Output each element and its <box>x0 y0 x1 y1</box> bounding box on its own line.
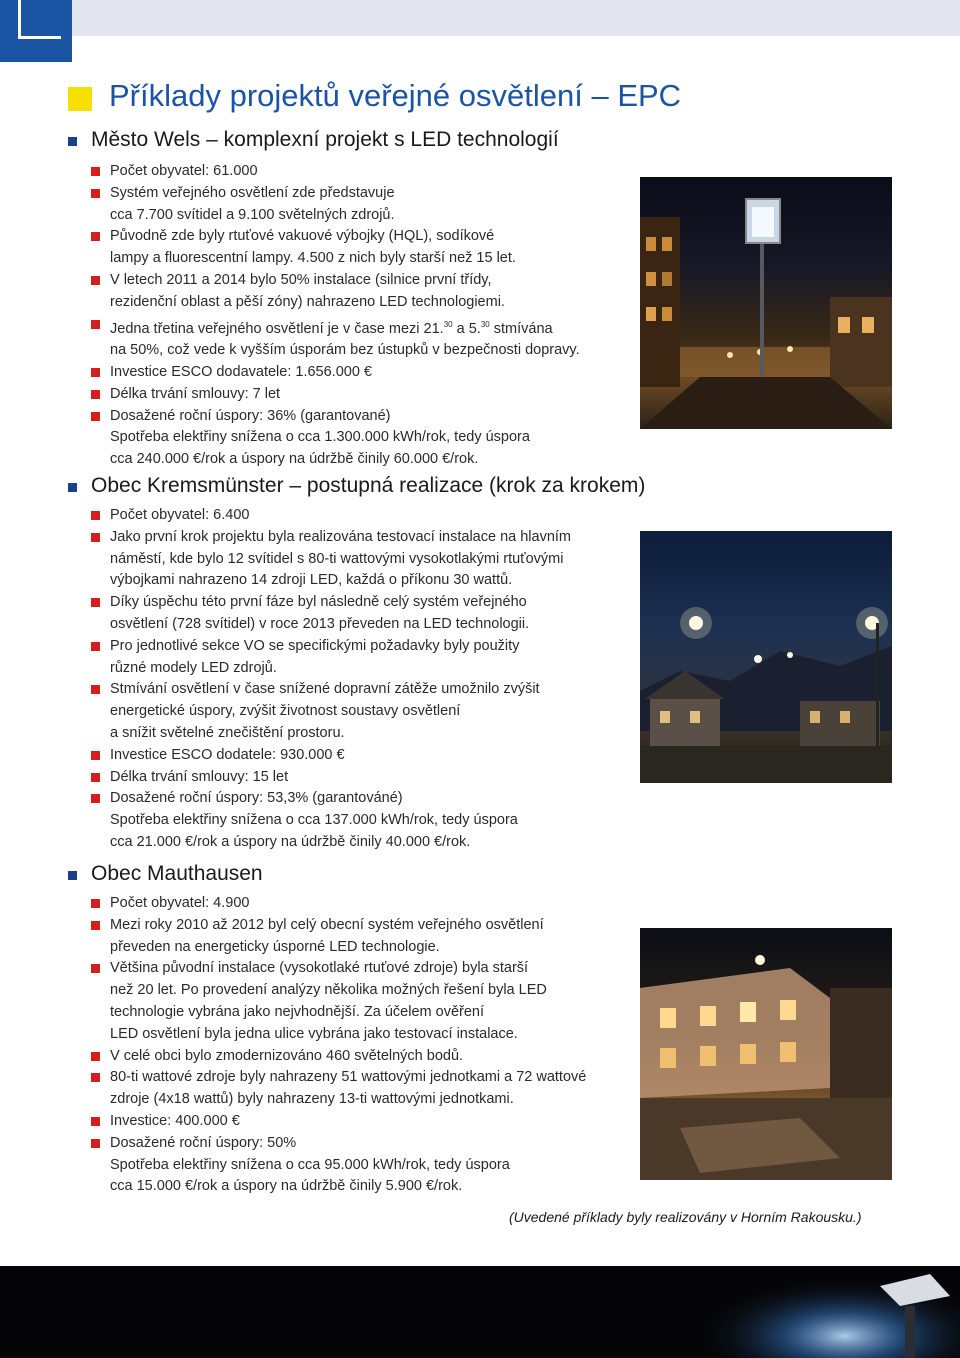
bullet-icon <box>91 276 100 285</box>
list-item: V celé obci bylo zmodernizováno 460 světelných bodů. <box>68 1046 586 1068</box>
bullet-icon <box>91 685 100 694</box>
bullet-icon <box>91 533 100 542</box>
list-item: Investice ESCO dodatele: 930.000 € <box>68 745 571 767</box>
bullet-icon <box>91 794 100 803</box>
bullet-icon <box>91 899 100 908</box>
photo-mauthausen-street <box>640 928 892 1180</box>
footer-band <box>0 1266 960 1358</box>
list-item: Dosažené roční úspory: 50% Spotřeba elektřiny snížena o cca 95.000 kWh/rok, tedy úspora cca 15.000 €/rok a úspory na údržbě činily 5.900 €/rok. <box>68 1133 586 1198</box>
bullet-icon <box>91 642 100 651</box>
list-item: Počet obyvatel: 6.400 <box>68 505 571 527</box>
footnote-caption: (Uvedené příklady byly realizovány v Horním Rakousku.) <box>509 1209 862 1225</box>
list-item: Pro jednotlivé sekce VO se specifickými požadavky byly použity různé modely LED zdrojů. <box>68 636 571 680</box>
bullet-icon <box>91 1117 100 1126</box>
page-title: Příklady projektů veřejné osvětlení – EPC <box>109 78 682 113</box>
list-item: Jedna třetina veřejného osvětlení je v čase mezi 21.30 a 5.30 stmívána na 50%, což vede k vyšším úsporám bez ústupků v bezpečnosti dopravy. <box>68 314 580 362</box>
bullet-icon <box>91 921 100 930</box>
section-kremsmunster <box>68 474 646 854</box>
list-item: Systém veřejného osvětlení zde představuje cca 7.700 svítidel a 9.100 světelných zdrojů. <box>68 183 580 227</box>
bullet-icon <box>91 412 100 421</box>
section-heading: Obec Mauthausen <box>91 862 263 885</box>
list-item: Stmívání osvětlení v čase snížené dopravní zátěže umožnilo zvýšit energetické úspory, zvýšit životnost soustavy osvětlení a snížit světelné znečištění prostoru. <box>68 679 571 744</box>
photo-wels-street <box>640 177 892 429</box>
list-item: Délka trvání smlouvy: 15 let <box>68 767 571 789</box>
section-heading: Obec Kremsmünster – postupná realizace (krok za krokem) <box>91 474 646 497</box>
bullet-icon <box>91 511 100 520</box>
list-item: Jako první krok projektu byla realizována testovací instalace na hlavním náměstí, kde bylo 12 svítidel s 80-ti wattovými vysokotlakými rtuťovými výbojkami nahrazeno 14 zdroji LED, každá o příkonu 30 wattů. <box>68 527 571 592</box>
list-item: Dosažené roční úspory: 53,3% (garantováné) Spotřeba elektřiny snížena o cca 137.000 kWh/rok, tedy úspora cca 21.000 €/rok a úspory na údržbě činily 40.000 €/rok. <box>68 788 571 853</box>
list-item: V letech 2011 a 2014 bylo 50% instalace (silnice první třídy, rezidenční oblast a pěší zóny) nahrazeno LED technologiemi. <box>68 270 580 314</box>
corner-logo-mark <box>0 0 72 62</box>
bullet-icon <box>91 964 100 973</box>
list-item: Většina původní instalace (vysokotlaké rtuťové zdroje) byla starší než 20 let. Po provedení analýzy několika možných řešení byla LED technologie vybrána jako nejvhodnější. Za účelem ověření LED osvětlení byla jedna ulice vybrána jako testovací instalace. <box>68 958 586 1045</box>
photo-kremsmunster-square <box>640 531 892 783</box>
header-bar <box>0 0 960 36</box>
bullet-icon <box>91 320 100 329</box>
section-bullet-icon <box>68 871 77 880</box>
list-item: Mezi roky 2010 až 2012 byl celý obecní systém veřejného osvětlení převeden na energeticky úsporné LED technologie. <box>68 915 586 959</box>
title-square-icon <box>68 87 92 111</box>
bullet-icon <box>91 773 100 782</box>
list-item: Investice ESCO dodavatele: 1.656.000 € <box>68 362 580 384</box>
list-item: Délka trvání smlouvy: 7 let <box>68 384 580 406</box>
bullet-icon <box>91 598 100 607</box>
bullet-icon <box>91 368 100 377</box>
bullet-icon <box>91 390 100 399</box>
list-item: Investice: 400.000 € <box>68 1111 586 1133</box>
list-item: 80-ti wattové zdroje byly nahrazeny 51 wattovými jednotkami a 72 wattové zdroje (4x18 wattů) byly nahrazeny 13-ti wattovými jednotkami. <box>68 1067 586 1111</box>
section-heading: Město Wels – komplexní projekt s LED technologií <box>91 128 559 151</box>
bullet-icon <box>91 1052 100 1061</box>
list-item: Díky úspěchu této první fáze byl následně celý systém veřejného osvětlení (728 svítidel) v roce 2013 převeden na LED technologii. <box>68 592 571 636</box>
bullet-icon <box>91 1139 100 1148</box>
list-item: Počet obyvatel: 4.900 <box>68 893 586 915</box>
bullet-icon <box>91 232 100 241</box>
section-mauthausen <box>68 862 586 1198</box>
list-item: Dosažené roční úspory: 36% (garantované) Spotřeba elektřiny snížena o cca 1.300.000 kWh/rok, tedy úspora cca 240.000 €/rok a úspory na údržbě činily 60.000 €/rok. <box>68 406 580 471</box>
bullet-icon <box>91 751 100 760</box>
section-wels <box>68 128 580 471</box>
bullet-icon <box>91 167 100 176</box>
list-item: Původně zde byly rtuťové vakuové výbojky (HQL), sodíkové lampy a fluorescentní lampy. 4.500 z nich byly starší než 15 let. <box>68 226 580 270</box>
section-bullet-icon <box>68 137 77 146</box>
bullet-icon <box>91 1073 100 1082</box>
section-bullet-icon <box>68 483 77 492</box>
list-item: Počet obyvatel: 61.000 <box>68 161 580 183</box>
bullet-icon <box>91 189 100 198</box>
